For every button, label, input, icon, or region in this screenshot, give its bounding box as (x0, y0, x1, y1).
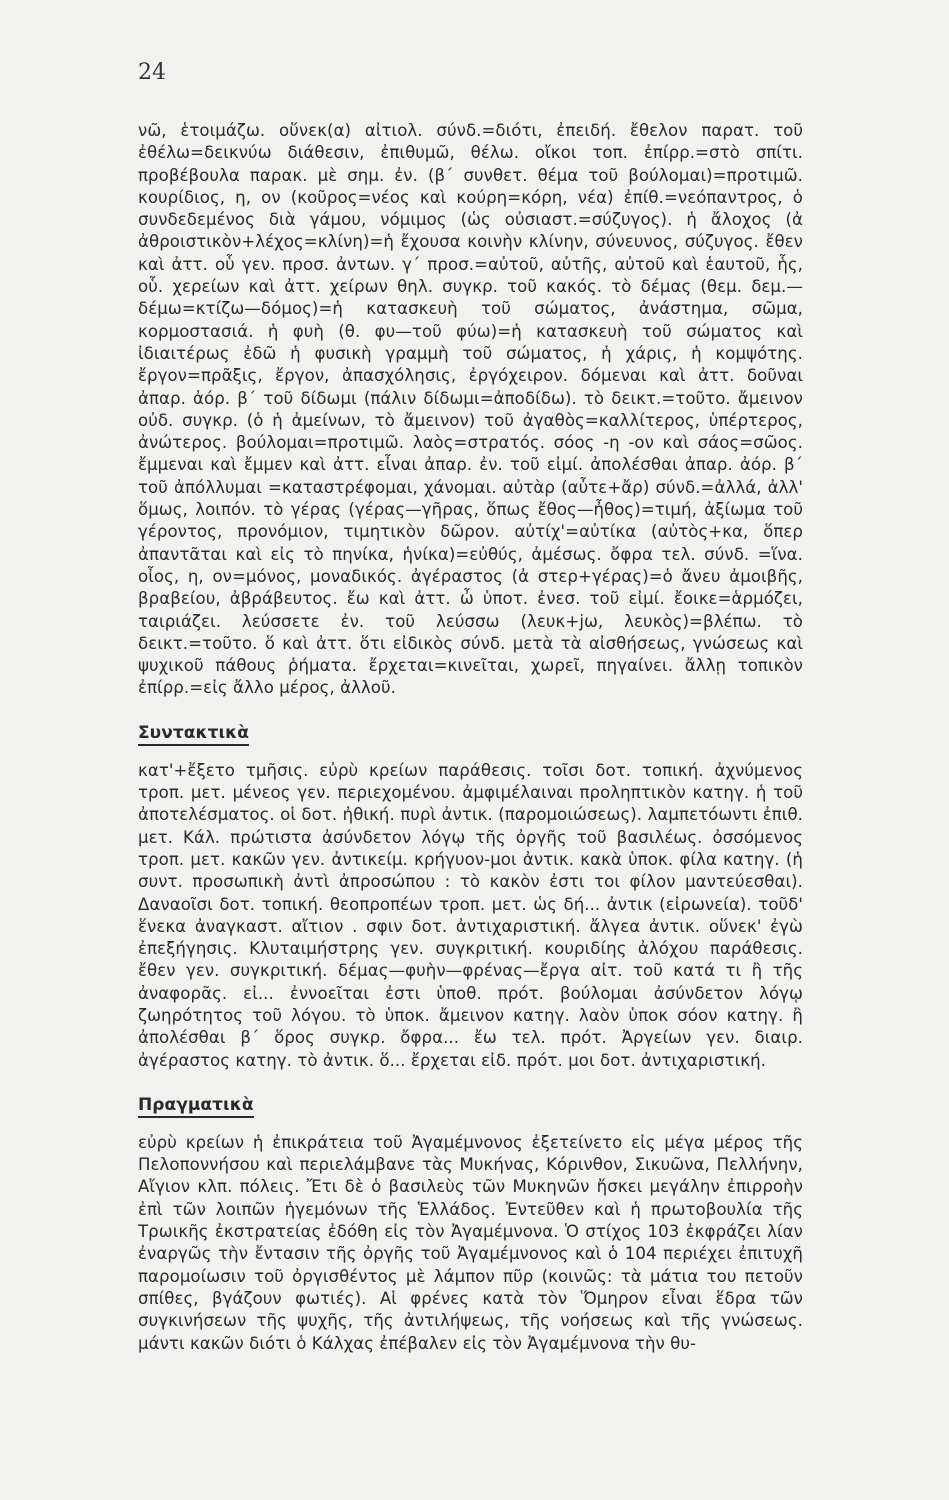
glossary-section (138, 120, 803, 700)
section-gap (138, 706, 803, 716)
section-gap (138, 1078, 803, 1088)
syntax-heading: Συντακτικὰ (138, 722, 249, 746)
realia-paragraph: εὐρὺ κρείων ἡ ἐπικράτεια τοῦ Ἀγαμέμνονος ἐξετείνετο εἰς μέγα μέρος τῆς Πελοποννήσου καὶ περιελάμβανε τὰς Μυκήνας, Κόρινθον, Σικυῶνα, Πελλήνην, Αἴγιον κλπ. πόλεις. Ἔτι δὲ ὁ βασιλεὺς τῶν Μυκηνῶν ἤσκει μεγάλην ἐπιρροὴν ἐπὶ τῶν λοιπῶν ἡγεμόνων τῆς Ἑλλάδος. Ἐντεῦθεν καὶ ἡ πρωτοβουλία τῆς Τρωικῆς ἐκστρατείας ἐδόθη εἰς τὸν Ἀγαμέμνονα. Ὁ στίχος 103 ἐκφράζει λίαν ἐναργῶς τὴν ἔντασιν τῆς ὀργῆς τοῦ Ἀγαμέμνονος καὶ ὁ 104 περιέχει ἐπιτυχῆ παρομοίωσιν τοῦ ὀργισθέντος μὲ λάμπον πῦρ (κοινῶς: τὰ μάτια του πετοῦν σπίθες, βγάζουν φωτιές). Αἱ φρένες κατὰ τὸν Ὅμηρον εἶναι ἕδρα τῶν συγκινήσεων τῆς ψυχῆς, τῆς ἀντιλήψεως, τῆς νοήσεως καὶ τῆς γνώσεως. μάντι κακῶν διότι ὁ Κάλχας ἐπέβαλεν εἰς τὸν Ἀγαμέμνονα τὴν θυ- (138, 1132, 803, 1353)
glossary-paragraph: νῶ, ἑτοιμάζω. οὕνεκ(α) αἰτιολ. σύνδ.=διότι, ἐπειδή. ἔθελον παρατ. τοῦ ἐθέλω=δεικνύω διάθεσιν, ἐπιθυμῶ, θέλω. οἴκοι τοπ. ἐπίρρ.=στὸ σπίτι. προβέβουλα παρακ. μὲ σημ. ἐν. (β΄ συνθετ. θέμα τοῦ βούλομαι)=προτιμῶ. κουρίδιος, η, ον (κοῦρος=νέος καὶ κούρη=κόρη, νέα) ἐπίθ.=νεόπαντρος, ὁ συνδεδεμένος διὰ γάμου, νόμιμος (ὡς οὐσιαστ.=σύζυγος). ἡ ἄλοχος (ἀ ἀθροιστικὸν+λέχος=κλίνη)=ἡ ἔχουσα κοινὴν κλίνην, σύνευνος, σύζυγος. ἔθεν καὶ ἀττ. οὗ γεν. προσ. ἀντων. γ΄ προσ.=αὐτοῦ, αὐτῆς, αὐτοῦ καὶ ἑαυτοῦ, ἧς, οὗ. χερείων καὶ ἀττ. χείρων θηλ. συγκρ. τοῦ κακός. τὸ δέμας (θεμ. δεμ.—δέμω=κτίζω—δόμος)=ἡ κατασκευὴ τοῦ σώματος, ἀνάστημα, σῶμα, κορμοστασιά. ἡ φυὴ (θ. φυ—τοῦ φύω)=ἡ κατασκευὴ τοῦ σώματος καὶ ἰδιαιτέρως ἐδῶ ἡ φυσικὴ γραμμὴ τοῦ σώματος, ἡ χάρις, ἡ κομψότης. ἔργον=πρᾶξις, ἔργον, ἀπασχόλησις, ἐργόχειρον. δόμεναι καὶ ἀττ. δοῦναι ἀπαρ. ἀόρ. β΄ τοῦ δίδωμι (πάλιν δίδωμι=ἀποδίδω). τὸ δεικτ.=τοῦτο. ἄμεινον οὐδ. συγκρ. (ὁ ἡ ἀμείνων, τὸ ἄμεινον) τοῦ ἀγαθὸς=καλλίτερος, ὑπέρτερος, ἀνώτερος. βούλομαι=προτιμῶ. λαὸς=στρατός. σόος -η -ον καὶ σάος=σῶος. ἔμμεναι καὶ ἔμμεν καὶ ἀττ. εἶναι ἀπαρ. ἐν. τοῦ εἰμί. ἀπολέσθαι ἀπαρ. ἀόρ. β΄ τοῦ ἀπόλλυμαι =καταστρέφομαι, χάνομαι. αὐτὰρ (αὖτε+ἄρ) σύνδ.=ἀλλά, ἀλλ' ὅμως, λοιπόν. τὸ γέρας (γέρας—γῆρας, ὅπως ἔθος—ἦθος)=τιμή, ἀξίωμα τοῦ γέροντος, προνόμιον, τιμητικὸν δῶρον. αὐτίχ'=αὐτίκα (αὐτὸς+κα, ὅπερ ἀπαντᾶται καὶ εἰς τὸ πηνίκα, ἡνίκα)=εὐθύς, ἀμέσως. ὄφρα τελ. σύνδ. =ἵνα. οἶος, η, ον=μόνος, μοναδικός. ἀγέραστος (ἀ στερ+γέρας)=ὁ ἄνευ ἀμοιβῆς, βραβείου, ἀβράβευτος. ἔω καὶ ἀττ. ὦ ὑποτ. ἐνεσ. τοῦ εἰμί. ἔοικε=ἁρμόζει, ταιριάζει. λεύσσετε ἐν. τοῦ λεύσσω (λευκ+jω, λευκὸς)=βλέπω. τὸ δεικτ.=τοῦτο. ὅ καὶ ἀττ. ὅτι εἰδικὸς σύνδ. μετὰ τὰ αἰσθήσεως, γνώσεως καὶ ψυχικοῦ πάθους ῥήματα. ἔρχεται=κινεῖται, χωρεῖ, πηγαίνει. ἄλλῃ τοπικὸν ἐπίρρ.=εἰς ἄλλο μέρος, ἀλλοῦ. (138, 121, 803, 698)
realia-heading: Πραγματικὰ (138, 1094, 254, 1118)
realia-section (138, 1088, 803, 1355)
page-content (138, 120, 803, 1361)
page-number: 24 (138, 60, 166, 85)
syntax-paragraph: κατ'+ἔξετο τμῆσις. εὐρὺ κρείων παράθεσις. τοῖσι δοτ. τοπική. ἀχνύμενος τροπ. μετ. μένεος γεν. περιεχομένου. ἀμφιμέλαιναι προληπτικὸν κατηγ. ἡ τοῦ ἀποτελέσματος. οἱ δοτ. ἠθική. πυρὶ ἀντικ. (παρομοιώσεως). λαμπετόωντι ἐπιθ. μετ. Κάλ. πρώτιστα ἀσύνδετον λόγῳ τῆς ὀργῆς τοῦ βασιλέως. ὀσσόμενος τροπ. μετ. κακῶν γεν. ἀντικείμ. κρήγυον-μοι ἀντικ. κακὰ ὑποκ. φίλα κατηγ. (ἡ συντ. προσωπικὴ ἀντὶ ἀπροσώπου : τὸ κακὸν ἐστι τοι φίλον μαντεύεσθαι). Δαναοῖσι δοτ. τοπική. θεοπροπέων τροπ. μετ. ὡς δή... ἀντικ (εἰρωνεία). τοῦδ' ἕνεκα ἀναγκαστ. αἴτιον . σφιν δοτ. ἀντιχαριστική. ἄλγεα ἀντικ. οὕνεκ' ἐγὼ ἐπεξήγησις. Κλυταιμήστρης γεν. συγκριτική. κουριδίης ἀλόχου παράθεσις. ἔθεν γεν. συγκριτική. δέμας—φυὴν—φρένας—ἔργα αἰτ. τοῦ κατά τι ἢ τῆς ἀναφορᾶς. εἰ... ἐννοεῖται ἐστι ὑποθ. πρότ. βούλομαι ἀσύνδετον λόγῳ ζωηρότητος τοῦ λόγου. τὸ ὑποκ. ἄμεινον κατηγ. λαὸν ὑποκ σόον κατηγ. ἢ ἀπολέσθαι β΄ ὅρος συγκρ. ὄφρα... ἔω τελ. πρότ. Ἀργείων γεν. διαιρ. ἀγέραστος κατηγ. τὸ ἀντικ. ὅ... ἔρχεται εἰδ. πρότ. μοι δοτ. ἀντιχαριστική. (138, 760, 803, 1070)
syntax-section (138, 716, 803, 1072)
